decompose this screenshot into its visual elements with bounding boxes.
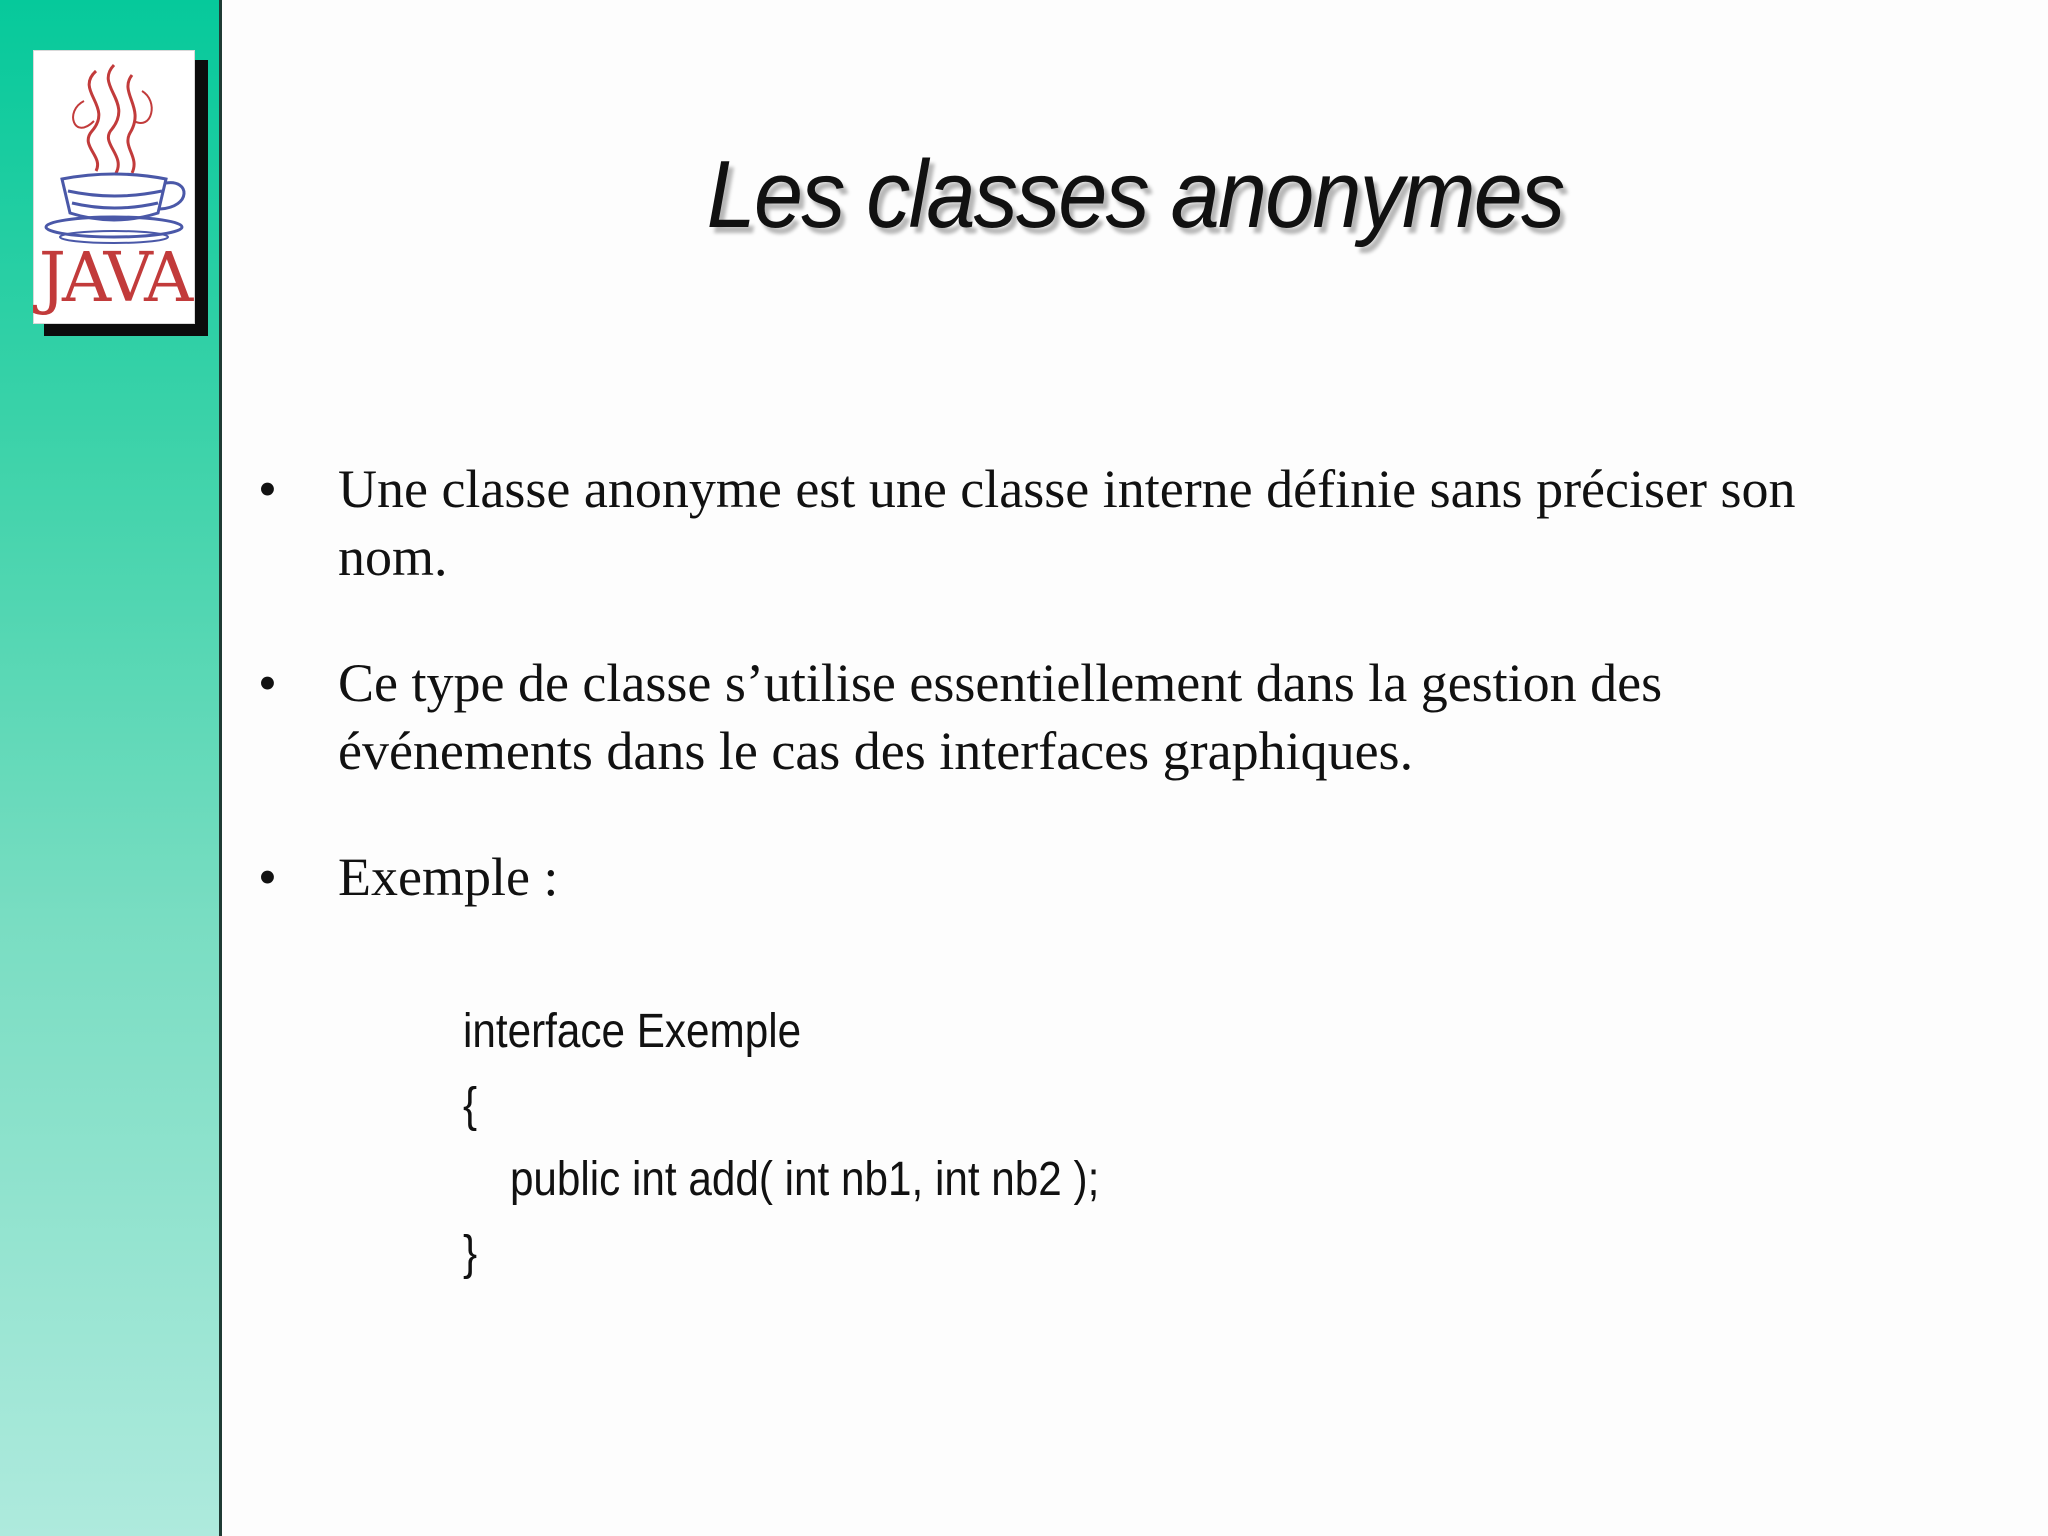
bullet-dot: • <box>258 847 277 907</box>
code-line: public int add( int nb1, int nb2 ); <box>463 1153 1100 1206</box>
java-logo <box>33 50 195 324</box>
bullet-item <box>258 843 1918 911</box>
code-line: } <box>463 1227 478 1280</box>
bullet-text: Ce type de classe s’utilise essentiellement dans la gestion des événements dans le cas des interfaces graphiques. <box>338 653 1663 781</box>
bullet-text: Exemple : <box>338 847 559 907</box>
bullet-item <box>258 455 1918 591</box>
bullet-list <box>258 455 1918 969</box>
bullet-dot: • <box>258 653 277 713</box>
slide-title: Les classes anonymes <box>706 141 1564 248</box>
left-gradient-band <box>0 0 222 1536</box>
bullet-text: Une classe anonyme est une classe interne définie sans préciser son nom. <box>338 459 1796 587</box>
java-logo-text: JAVA <box>38 239 190 318</box>
coffee-cup-icon <box>34 51 194 251</box>
bullet-dot: • <box>258 459 277 519</box>
code-line: interface Exemple <box>463 1005 802 1058</box>
bullet-item <box>258 649 1918 785</box>
code-line: { <box>463 1079 478 1132</box>
code-example <box>463 1000 1099 1296</box>
